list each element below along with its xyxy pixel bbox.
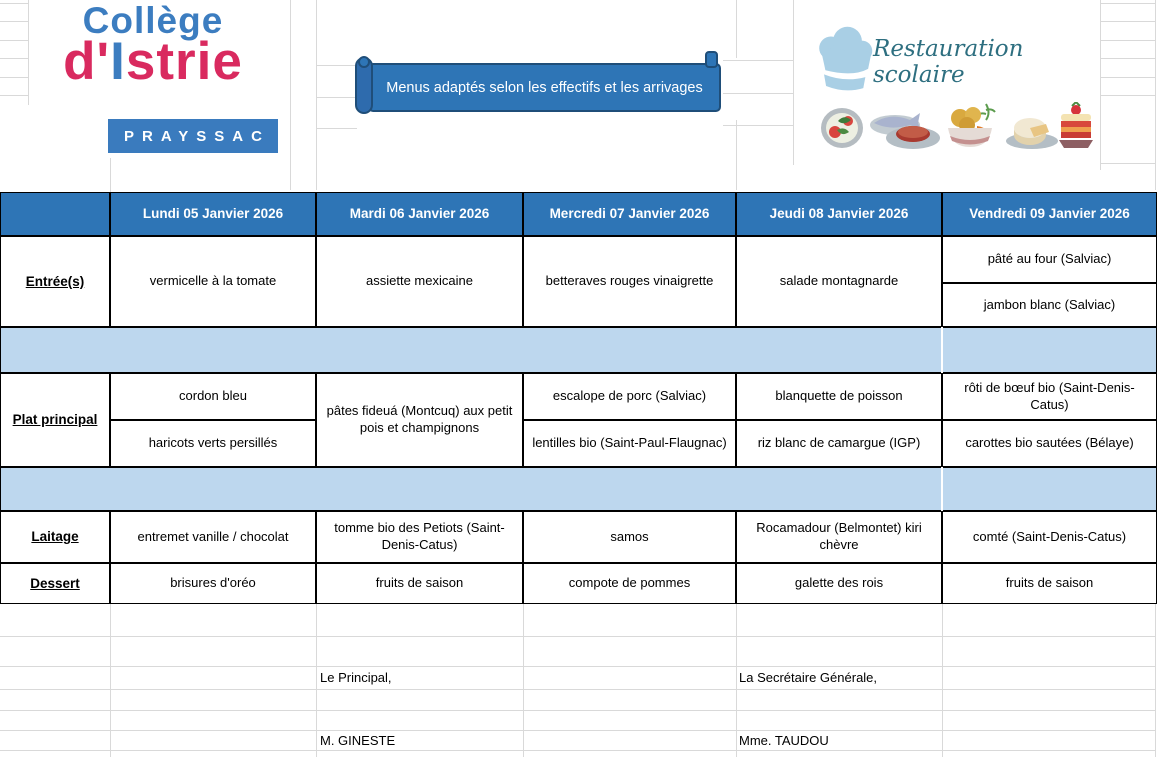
- cell-entree-friday-1[interactable]: pâté au four (Salviac): [942, 236, 1157, 283]
- salad-plate-icon: [819, 106, 865, 150]
- cell-entree-monday[interactable]: vermicelle à la tomate: [110, 236, 316, 327]
- header-friday[interactable]: Vendredi 09 Janvier 2026: [942, 192, 1157, 236]
- scroll-top-knob: [705, 51, 718, 68]
- cell-laitage-wednesday[interactable]: samos: [523, 511, 736, 563]
- gridline: [723, 60, 793, 61]
- separator-band: [943, 467, 1157, 511]
- strawberry-cake-icon: [1055, 102, 1097, 150]
- menu-notice-text: Menus adaptés selon les effectifs et les arrivages: [386, 79, 703, 96]
- gridline: [0, 3, 28, 4]
- cell-laitage-thursday[interactable]: Rocamadour (Belmontet) kiri chèvre: [736, 511, 942, 563]
- cell-entree-wednesday[interactable]: betteraves rouges vinaigrette: [523, 236, 736, 327]
- header-wednesday[interactable]: Mercredi 07 Janvier 2026: [523, 192, 736, 236]
- logo-prayssac-banner: PRAYSSAC: [108, 119, 278, 153]
- gridline: [1155, 0, 1156, 190]
- gridline: [0, 636, 1155, 637]
- row-label-plat[interactable]: Plat principal: [0, 373, 110, 467]
- gridline: [110, 158, 111, 192]
- gridline: [0, 666, 1155, 667]
- scroll-curl: [358, 56, 370, 68]
- scroll-body: [368, 63, 721, 112]
- cheese-plate-icon: [1003, 110, 1061, 150]
- logo-istrie-text: d'Istrie: [63, 31, 243, 91]
- logo-i-bar: I: [110, 31, 126, 91]
- gridline: [316, 128, 357, 129]
- gridline: [290, 0, 291, 190]
- cell-plat-wednesday-2[interactable]: lentilles bio (Saint-Paul-Flaugnac): [523, 420, 736, 467]
- separator-band: [943, 327, 1157, 373]
- potato-bowl-icon: [941, 102, 999, 150]
- gridline: [736, 604, 737, 757]
- gridline: [793, 0, 794, 165]
- cell-plat-monday-1[interactable]: cordon bleu: [110, 373, 316, 420]
- menu-notice-banner: [355, 54, 723, 117]
- gridline: [0, 58, 28, 59]
- cell-laitage-tuesday[interactable]: tomme bio des Petiots (Saint-Denis-Catus): [316, 511, 523, 563]
- cell-plat-thursday-1[interactable]: blanquette de poisson: [736, 373, 942, 420]
- logo-college-text: Collège: [82, 0, 224, 41]
- gridline: [110, 604, 111, 757]
- gridline: [0, 710, 1155, 711]
- cell-entree-friday-2[interactable]: jambon blanc (Salviac): [942, 283, 1157, 327]
- cell-laitage-monday[interactable]: entremet vanille / chocolat: [110, 511, 316, 563]
- gridline: [0, 21, 28, 22]
- cell-plat-friday-2[interactable]: carottes bio sautées (Bélaye): [942, 420, 1157, 467]
- gridline: [723, 125, 793, 126]
- signature-secretaire-name[interactable]: Mme. TAUDOU: [739, 733, 829, 748]
- signature-principal-title[interactable]: Le Principal,: [320, 670, 392, 685]
- gridline: [316, 0, 317, 190]
- restauration-title: Restauration scolaire: [873, 36, 1024, 88]
- cell-dessert-thursday[interactable]: galette des rois: [736, 563, 942, 604]
- gridline: [736, 120, 737, 190]
- fish-meat-platter-icon: [868, 110, 942, 150]
- header-tuesday[interactable]: Mardi 06 Janvier 2026: [316, 192, 523, 236]
- row-label-dessert[interactable]: Dessert: [0, 563, 110, 604]
- gridline: [723, 93, 793, 94]
- signature-secretaire-title[interactable]: La Secrétaire Générale,: [739, 670, 878, 685]
- gridline: [1155, 604, 1156, 757]
- gridline: [523, 604, 524, 757]
- cell-plat-thursday-2[interactable]: riz blanc de camargue (IGP): [736, 420, 942, 467]
- row-label-entrees[interactable]: Entrée(s): [0, 236, 110, 327]
- cell-plat-monday-2[interactable]: haricots verts persillés: [110, 420, 316, 467]
- restauration-brand: [805, 14, 1115, 159]
- cell-dessert-monday[interactable]: brisures d'oréo: [110, 563, 316, 604]
- header-corner-cell[interactable]: [0, 192, 110, 236]
- cell-plat-wednesday-1[interactable]: escalope de porc (Salviac): [523, 373, 736, 420]
- chef-hat-icon: [813, 24, 875, 104]
- gridline: [1100, 3, 1155, 4]
- cell-entree-tuesday[interactable]: assiette mexicaine: [316, 236, 523, 327]
- cell-entree-thursday[interactable]: salade montagnarde: [736, 236, 942, 327]
- cell-laitage-friday[interactable]: comté (Saint-Denis-Catus): [942, 511, 1157, 563]
- college-logo: [28, 2, 278, 154]
- separator-band: [0, 327, 941, 373]
- cell-dessert-wednesday[interactable]: compote de pommes: [523, 563, 736, 604]
- header-monday[interactable]: Lundi 05 Janvier 2026: [110, 192, 316, 236]
- cell-dessert-friday[interactable]: fruits de saison: [942, 563, 1157, 604]
- header-thursday[interactable]: Jeudi 08 Janvier 2026: [736, 192, 942, 236]
- gridline: [0, 750, 1155, 751]
- cell-plat-friday-1[interactable]: rôti de bœuf bio (Saint-Denis-Catus): [942, 373, 1157, 420]
- row-label-laitage[interactable]: Laitage: [0, 511, 110, 563]
- gridline: [0, 689, 1155, 690]
- gridline: [736, 0, 737, 58]
- gridline: [0, 95, 28, 96]
- gridline: [1100, 163, 1155, 164]
- gridline: [316, 97, 357, 98]
- gridline: [0, 730, 1155, 731]
- separator-band: [0, 467, 941, 511]
- signature-principal-name[interactable]: M. GINESTE: [320, 733, 396, 748]
- gridline: [942, 604, 943, 757]
- cell-plat-tuesday[interactable]: pâtes fideuá (Montcuq) aux petit pois et champignons: [316, 373, 523, 467]
- gridline: [316, 604, 317, 757]
- gridline: [316, 65, 357, 66]
- gridline: [0, 77, 28, 78]
- gridline: [0, 40, 28, 41]
- cell-dessert-tuesday[interactable]: fruits de saison: [316, 563, 523, 604]
